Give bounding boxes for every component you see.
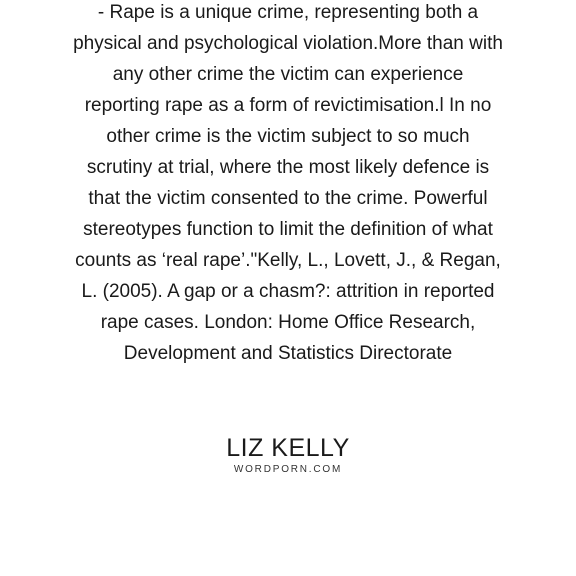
author-name: LIZ KELLY bbox=[226, 434, 350, 462]
quote-line: stereotypes function to limit the definition of what bbox=[83, 219, 493, 240]
attribution bbox=[0, 433, 576, 476]
quote-line: L. (2005). A gap or a chasm?: attrition in reported bbox=[81, 281, 495, 302]
quote-line: any other crime the victim can experience bbox=[112, 64, 464, 85]
source-site: WORDPORN.COM bbox=[233, 464, 343, 475]
quote-line: that the victim consented to the crime. Powerful bbox=[88, 188, 488, 209]
quote-line: other crime is the victim subject to so much bbox=[106, 126, 470, 147]
quote-line: - Rape is a unique crime, representing both a bbox=[97, 2, 479, 23]
quote-line: Development and Statistics Directorate bbox=[123, 343, 453, 364]
quote-line: physical and psychological violation.More than with bbox=[73, 33, 503, 54]
quote-line: scrutiny at trial, where the most likely defence is bbox=[86, 157, 490, 178]
quote-line: rape cases. London: Home Office Research, bbox=[100, 312, 476, 333]
quote-line: counts as ‘real rape’."Kelly, L., Lovett, J., & Regan, bbox=[75, 250, 501, 271]
quote-line: reporting rape as a form of revictimisation.l In no bbox=[84, 95, 492, 116]
